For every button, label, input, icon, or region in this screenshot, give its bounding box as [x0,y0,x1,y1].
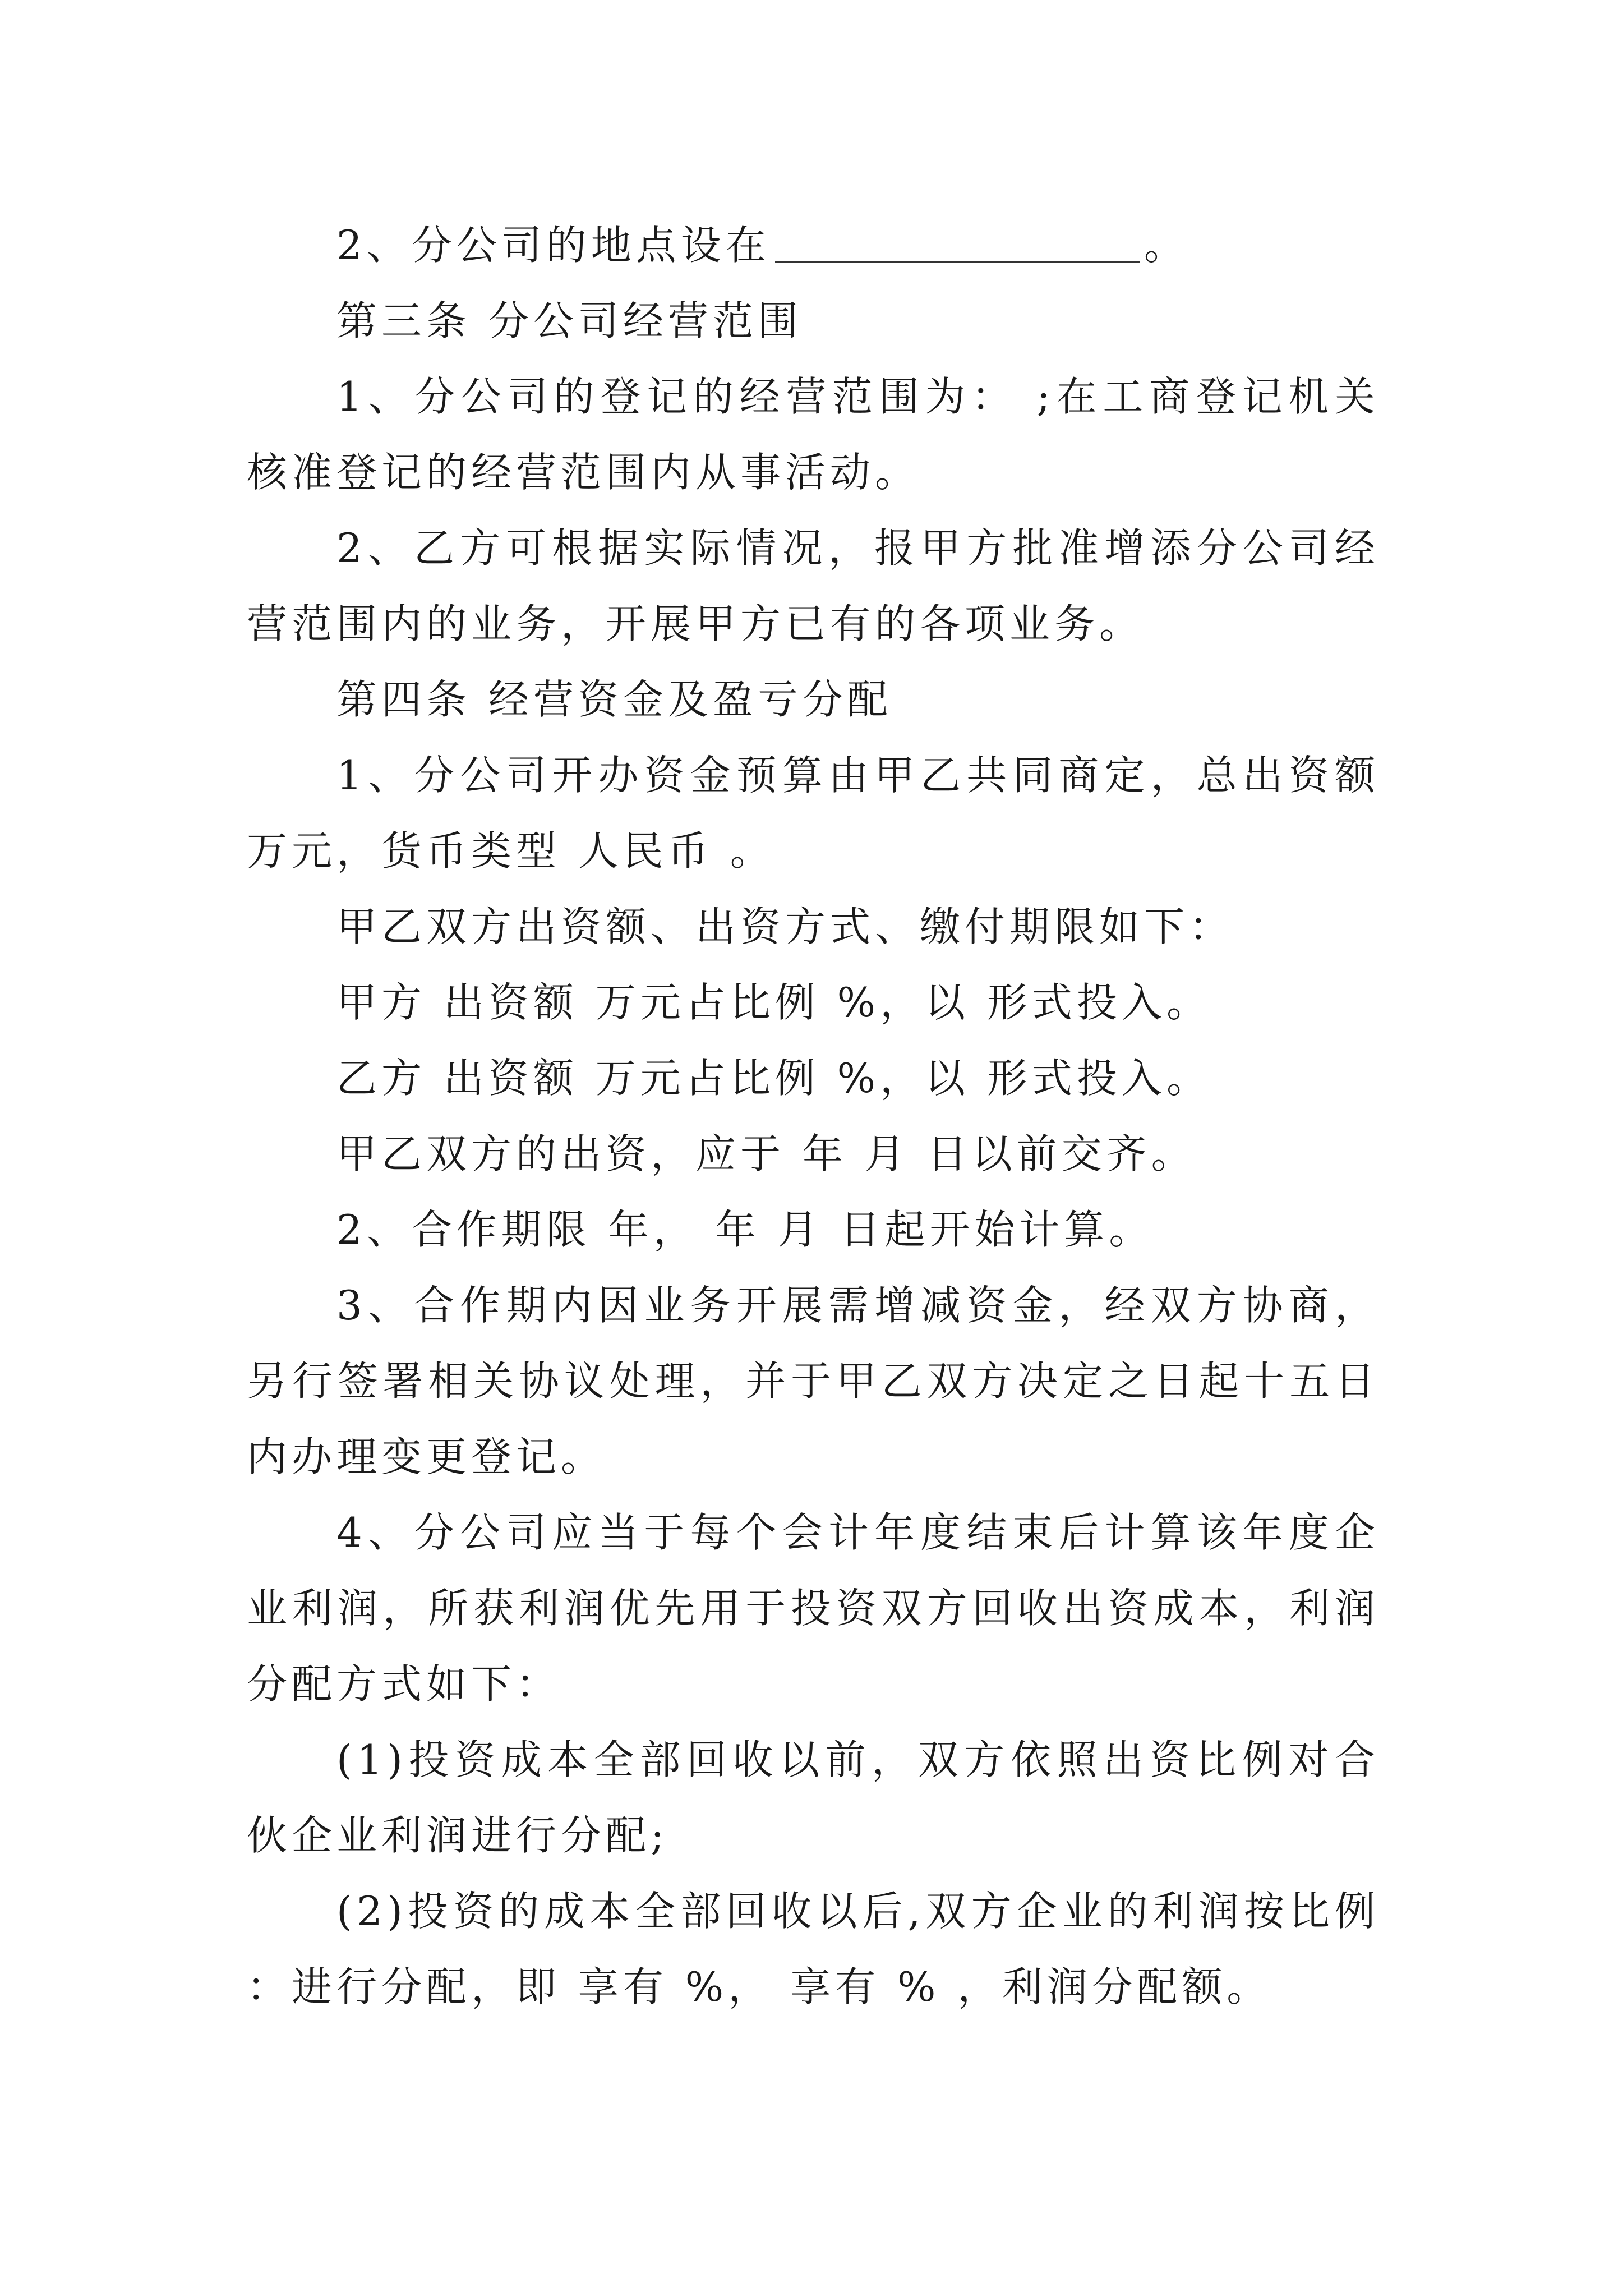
paragraph-payment-deadline: 甲乙双方的出资，应于 年 月 日以前交齐。 [336,1130,1196,1177]
paragraph-party-b-contribution: 乙方 出资额 万元占比例 %，以 形式投入。 [336,1055,1211,1102]
paragraph-capital-budget: 1、分公司开办资金预算由甲乙共同商定，总出资额 万元，货币类型 人民币 。 [247,752,1380,875]
paragraph-party-a-contribution: 甲方 出资额 万元占比例 %，以 形式投入。 [336,979,1211,1026]
paragraph-cooperation-term: 2、合作期限 年， 年 月 日起开始计算。 [336,1206,1154,1253]
paragraph-scope-extension: 2、乙方可根据实际情况，报甲方批准增添分公司经营范围内的业务，开展甲方已有的各项业务。 [247,524,1380,647]
paragraph-contribution-intro: 甲乙双方出资额、出资方式、缴付期限如下： [336,903,1234,950]
paragraph-capital-change: 3、合作期内因业务开展需增减资金，经双方协商，另行签署相关协议处理，并于甲乙双方决定之日起十五日内办理变更登记。 [247,1282,1380,1480]
branch-location-blank [775,220,1140,263]
section-heading-article-3: 第三条 分公司经营范围 [336,297,803,344]
paragraph-profit-calculation: 4、分公司应当于每个会计年度结束后计算该年度企业利润，所获利润优先用于投资双方回收出资成本，利润分配方式如下： [247,1509,1380,1708]
paragraph-business-scope: 1、分公司的登记的经营范围为： ;在工商登记机关核准登记的经营范围内从事活动。 [247,373,1380,496]
document-body [247,208,1380,2025]
paragraph-profit-after-recovery: (2)投资的成本全部回收以后,双方企业的利润按比例 ：进行分配，即 享有 %， 享有 % ，利润分配额。 [247,1888,1380,2010]
branch-location-end: 。 [1144,222,1189,269]
section-heading-article-4: 第四条 经营资金及盈亏分配 [336,676,892,723]
paragraph-branch-location [247,208,1380,283]
paragraph-profit-before-recovery: (1)投资成本全部回收以前，双方依照出资比例对合伙企业利润进行分配; [247,1736,1380,1859]
branch-location-label: 2、分公司的地点设在 [336,222,771,269]
